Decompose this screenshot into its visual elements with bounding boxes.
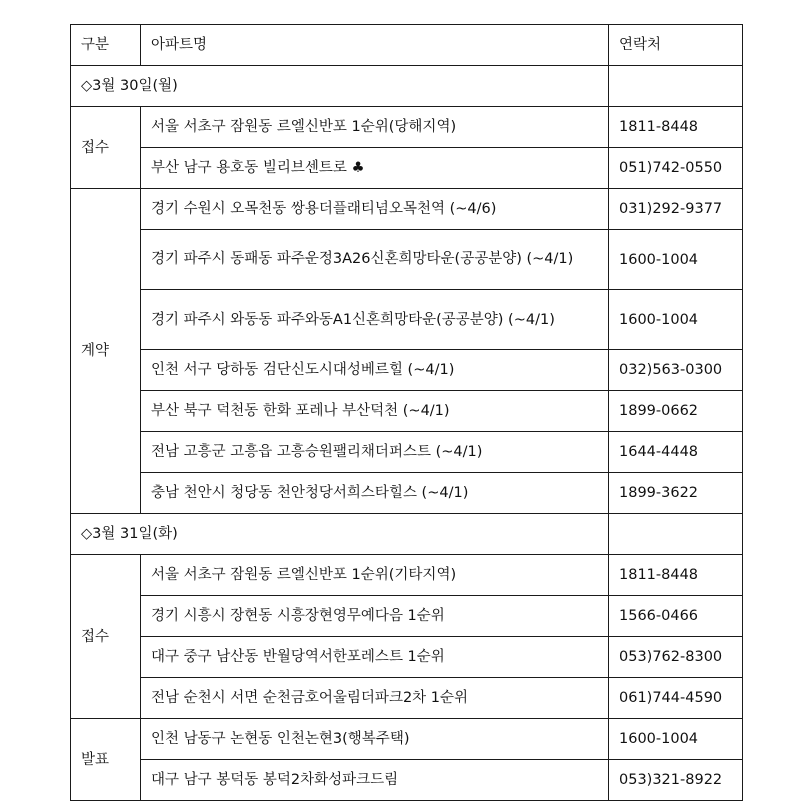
contact-phone: 053)762-8300 <box>609 637 743 678</box>
contact-phone: 1811-8448 <box>609 107 743 148</box>
table-row <box>71 555 743 596</box>
schedule-table-body <box>71 25 743 801</box>
apartment-name: 충남 천안시 청당동 천안청당서희스타힐스 (~4/1) <box>141 473 609 514</box>
date-label: ◇3월 30일(월) <box>71 66 609 107</box>
apartment-name: 부산 북구 덕천동 한화 포레나 부산덕천 (~4/1) <box>141 391 609 432</box>
category-cell: 계약 <box>71 189 141 514</box>
table-row <box>71 432 743 473</box>
table-row <box>71 189 743 230</box>
category-cell: 접수 <box>71 555 141 719</box>
date-contact-empty <box>609 66 743 107</box>
contact-phone: 1600-1004 <box>609 290 743 350</box>
apartment-name: 대구 중구 남산동 반월당역서한포레스트 1순위 <box>141 637 609 678</box>
header-contact: 연락처 <box>609 25 743 66</box>
contact-phone: 1600-1004 <box>609 230 743 290</box>
table-row <box>71 596 743 637</box>
contact-phone: 051)742-0550 <box>609 148 743 189</box>
apartment-name: 서울 서초구 잠원동 르엘신반포 1순위(기타지역) <box>141 555 609 596</box>
apartment-name: 서울 서초구 잠원동 르엘신반포 1순위(당해지역) <box>141 107 609 148</box>
contact-phone: 1811-8448 <box>609 555 743 596</box>
table-row <box>71 107 743 148</box>
table-row <box>71 148 743 189</box>
category-cell: 발표 <box>71 719 141 801</box>
table-row <box>71 350 743 391</box>
table-row <box>71 391 743 432</box>
apartment-name: 전남 고흥군 고흥읍 고흥승원팰리채더퍼스트 (~4/1) <box>141 432 609 473</box>
contact-phone: 032)563-0300 <box>609 350 743 391</box>
apartment-name: 인천 남동구 논현동 인천논현3(행복주택) <box>141 719 609 760</box>
contact-phone: 061)744-4590 <box>609 678 743 719</box>
table-row <box>71 719 743 760</box>
contact-phone: 1600-1004 <box>609 719 743 760</box>
apartment-name: 경기 파주시 동패동 파주운정3A26신혼희망타운(공공분양) (~4/1) <box>141 230 609 290</box>
apartment-name: 경기 시흥시 장현동 시흥장현영무예다음 1순위 <box>141 596 609 637</box>
schedule-table <box>70 24 743 801</box>
contact-phone: 1566-0466 <box>609 596 743 637</box>
apartment-name: 경기 파주시 와동동 파주와동A1신혼희망타운(공공분양) (~4/1) <box>141 290 609 350</box>
date-contact-empty <box>609 514 743 555</box>
table-row <box>71 290 743 350</box>
date-label: ◇3월 31일(화) <box>71 514 609 555</box>
contact-phone: 1899-0662 <box>609 391 743 432</box>
table-row <box>71 760 743 801</box>
date-row <box>71 514 743 555</box>
header-row <box>71 25 743 66</box>
contact-phone: 031)292-9377 <box>609 189 743 230</box>
header-apartment-name: 아파트명 <box>141 25 609 66</box>
category-cell: 접수 <box>71 107 141 189</box>
date-row <box>71 66 743 107</box>
apartment-name: 인천 서구 당하동 검단신도시대성베르힐 (~4/1) <box>141 350 609 391</box>
apartment-name: 경기 수원시 오목천동 쌍용더플래티넘오목천역 (~4/6) <box>141 189 609 230</box>
table-row <box>71 678 743 719</box>
contact-phone: 1899-3622 <box>609 473 743 514</box>
apartment-name: 전남 순천시 서면 순천금호어울림더파크2차 1순위 <box>141 678 609 719</box>
header-category: 구분 <box>71 25 141 66</box>
apartment-name: 대구 남구 봉덕동 봉덕2차화성파크드림 <box>141 760 609 801</box>
contact-phone: 053)321-8922 <box>609 760 743 801</box>
contact-phone: 1644-4448 <box>609 432 743 473</box>
apartment-name: 부산 남구 용호동 빌리브센트로 ♣ <box>141 148 609 189</box>
table-row <box>71 637 743 678</box>
table-row <box>71 473 743 514</box>
table-row <box>71 230 743 290</box>
